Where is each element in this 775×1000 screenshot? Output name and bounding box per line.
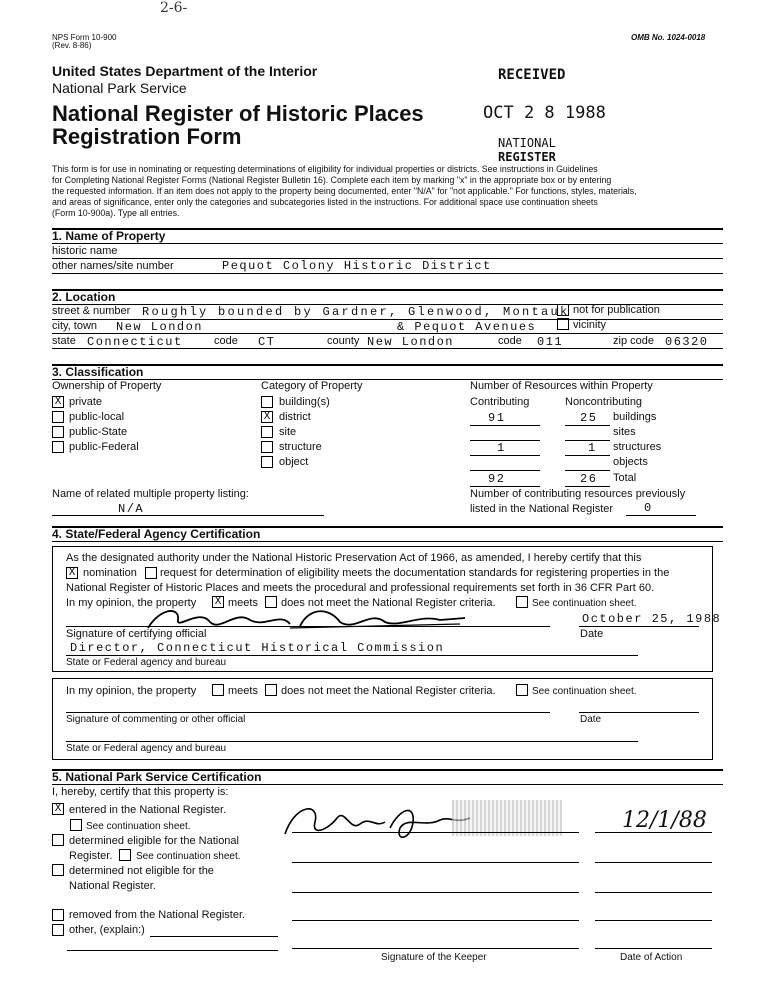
underline [292, 832, 579, 833]
category-building-label: building(s) [279, 396, 330, 408]
meets-label-2: meets [228, 685, 258, 697]
vicinity-label: vicinity [573, 319, 607, 331]
agency-value[interactable]: Director, Connecticut Historical Commission [70, 641, 445, 655]
determined-not-eligible-checkbox[interactable] [52, 864, 64, 876]
underline [470, 470, 540, 471]
continuation-label-2: See continuation sheet. [532, 686, 637, 697]
certification-date[interactable]: October 25, 1988 [582, 612, 722, 626]
county-code-value[interactable]: 011 [537, 335, 564, 349]
underline [66, 626, 550, 627]
eligible-continuation-checkbox[interactable] [119, 849, 131, 861]
county-value[interactable]: New London [367, 335, 455, 349]
ownership-public-federal-checkbox[interactable] [52, 441, 64, 453]
entered-continuation-checkbox[interactable] [70, 819, 82, 831]
instructions [52, 164, 732, 219]
category-object-label: object [279, 456, 309, 468]
section-1-heading: 1. Name of Property [52, 229, 166, 243]
entered-continuation-label: See continuation sheet. [86, 821, 191, 832]
section-5-heading: 5. National Park Service Certification [52, 770, 262, 784]
instructions-line: and areas of significance, enter only the categories and subcategories listed in the instructions. For additional space use continuation sheets [52, 197, 598, 207]
street-value[interactable]: Roughly bounded by Gardner, Glenwood, Montauk [142, 305, 570, 319]
instructions-line: the requested information. If an item does not apply to the property being documented, enter "N/A" for "not applicable." For functions, styles, materials, [52, 186, 637, 196]
service: National Park Service [52, 80, 187, 96]
instructions-line: for Completing National Register Forms (National Register Bulletin 16). Complete each item by marking "x" in the appropriate box or by entering [52, 175, 612, 185]
divider [52, 541, 723, 542]
determined-eligible-checkbox[interactable] [52, 834, 64, 846]
previously-listed-label: Number of contributing resources previously [470, 488, 686, 500]
category-district-label: district [279, 411, 311, 423]
other-label: other, (explain:) [69, 924, 145, 936]
department: United States Department of the Interior [52, 63, 318, 79]
continuation-checkbox[interactable] [516, 596, 528, 608]
commenting-signature-label: Signature of commenting or other official [66, 714, 246, 725]
divider [52, 289, 723, 291]
not-for-publication-label: not for publication [573, 304, 660, 316]
street-label: street & number [52, 305, 131, 317]
opinion-text-2: In my opinion, the property [66, 685, 197, 697]
total-label: Total [613, 472, 637, 484]
resources-label: Number of Resources within Property [470, 380, 653, 392]
stamp-national: NATIONAL [498, 136, 556, 150]
opinion-text: In my opinion, the property [66, 597, 197, 609]
divider [52, 784, 723, 785]
underline [292, 892, 579, 893]
underline [150, 936, 278, 937]
sites-label: sites [613, 426, 636, 438]
removed-label: removed from the National Register. [69, 909, 246, 921]
handwritten-mark: 2-6- [160, 0, 188, 16]
noncontributing-structures[interactable]: 1 [588, 441, 597, 455]
ownership-public-federal-label: public-Federal [69, 441, 139, 453]
state-code-value[interactable]: CT [258, 335, 276, 349]
underline [595, 948, 712, 949]
state-label: state [52, 335, 76, 347]
category-site-checkbox[interactable] [261, 426, 273, 438]
ownership-private-label: private [69, 396, 103, 408]
city-value[interactable]: New London [116, 320, 204, 334]
determined-not-eligible-label-2: National Register. [69, 880, 156, 892]
received-date: OCT 2 8 1988 [483, 103, 606, 123]
ownership-label: Ownership of Property [52, 380, 162, 392]
nomination-checkbox[interactable]: X [66, 567, 78, 579]
stamp-register: REGISTER [498, 150, 556, 164]
state-value[interactable]: Connecticut [87, 335, 183, 349]
removed-checkbox[interactable] [52, 909, 64, 921]
underline [595, 832, 712, 833]
ownership-public-local-label: public-local [69, 411, 125, 423]
ownership-private-checkbox[interactable]: X [52, 396, 64, 408]
date-label: Date [580, 628, 604, 640]
hereby-certify-text: I, hereby, certify that this property is: [52, 786, 229, 798]
underline [470, 455, 540, 456]
category-structure-label: structure [279, 441, 322, 453]
category-label: Category of Property [261, 380, 363, 392]
city-label: city, town [52, 320, 98, 332]
form-title-2: Registration Form [52, 124, 242, 149]
meets-checkbox[interactable]: X [212, 596, 224, 608]
noncontributing-label: Noncontributing [565, 396, 643, 408]
request-checkbox[interactable] [145, 567, 157, 579]
underline [565, 486, 610, 487]
zip-label: zip code [613, 335, 654, 347]
does-not-meet-label: does not meet the National Register criteria. [281, 597, 496, 609]
request-text: request for determination of eligibility meets the documentation standards for registering properties in the [160, 567, 670, 579]
other-names-label: other names/site number [52, 260, 174, 272]
previously-listed-value[interactable]: 0 [644, 501, 653, 515]
determined-eligible-label: determined eligible for the National [69, 835, 239, 847]
category-object-checkbox[interactable] [261, 456, 273, 468]
divider [52, 243, 723, 244]
underline [565, 470, 610, 471]
structures-label: structures [613, 441, 662, 453]
continuation-checkbox-2[interactable] [516, 684, 528, 696]
underline [565, 425, 610, 426]
ownership-public-local-checkbox[interactable] [52, 411, 64, 423]
section-3-heading: 3. Classification [52, 365, 144, 379]
ownership-public-state-label: public-State [69, 426, 128, 438]
county-label: county [327, 335, 360, 347]
vicinity-checkbox[interactable] [557, 318, 569, 330]
does-not-meet-label-2: does not meet the National Register criteria. [281, 685, 496, 697]
objects-label: objects [613, 456, 648, 468]
section-4-heading: 4. State/Federal Agency Certification [52, 527, 261, 541]
category-building-checkbox[interactable] [261, 396, 273, 408]
multiple-listing-value[interactable]: N/A [118, 502, 145, 516]
contributing-label: Contributing [470, 396, 530, 408]
date-label-2: Date [580, 714, 602, 725]
continuation-label: See continuation sheet. [532, 598, 637, 609]
underline [470, 425, 540, 426]
nomination-label: nomination [83, 567, 137, 579]
contributing-total[interactable]: 92 [488, 472, 506, 486]
category-structure-checkbox[interactable] [261, 441, 273, 453]
divider [52, 273, 723, 274]
underline [470, 486, 540, 487]
entered-checkbox[interactable]: X [52, 803, 64, 815]
underline [292, 948, 579, 949]
underline [626, 515, 696, 516]
underline [595, 920, 712, 921]
signature-label: Signature of certifying official [66, 628, 207, 640]
certification-text: As the designated authority under the National Historic Preservation Act of 1966, as amended, I hereby certify that this [66, 552, 642, 564]
ownership-public-state-checkbox[interactable] [52, 426, 64, 438]
zip-value[interactable]: 06320 [665, 335, 709, 349]
underline [579, 712, 699, 713]
determined-eligible-label-2: Register. [69, 850, 113, 862]
contributing-structures[interactable]: 1 [497, 441, 506, 455]
previously-listed-label-2: listed in the National Register [470, 503, 614, 515]
underline [565, 455, 610, 456]
revision: (Rev. 8-86) [52, 41, 92, 50]
received-stamp: RECEIVED [498, 67, 566, 83]
certification-text-3: National Register of Historic Places and meets the procedural and professional requirements set forth in 36 CFR Part 60. [66, 582, 655, 594]
historic-name-label: historic name [52, 245, 118, 257]
underline [595, 862, 712, 863]
divider [52, 364, 723, 366]
instructions-line: (Form 10-900a). Type all entries. [52, 208, 180, 218]
meets-label: meets [228, 597, 258, 609]
other-checkbox[interactable] [52, 924, 64, 936]
noncontributing-buildings[interactable]: 25 [580, 411, 598, 425]
category-district-checkbox[interactable]: X [261, 411, 273, 423]
determined-not-eligible-label: determined not eligible for the [69, 865, 214, 877]
does-not-meet-checkbox-2[interactable] [265, 684, 277, 696]
underline [292, 862, 579, 863]
divider [52, 348, 723, 349]
other-names-value[interactable]: Pequot Colony Historic District [222, 259, 492, 273]
meets-checkbox-2[interactable] [212, 684, 224, 696]
contributing-buildings[interactable]: 91 [488, 411, 506, 425]
underline [67, 950, 278, 951]
noncontributing-total[interactable]: 26 [580, 472, 598, 486]
agency-label-2: State or Federal agency and bureau [66, 743, 227, 754]
divider [52, 333, 723, 334]
form-title-1: National Register of Historic Places [52, 101, 424, 126]
register-stamp [452, 800, 562, 836]
omb-number: OMB No. 1024-0018 [631, 33, 706, 42]
buildings-label: buildings [613, 411, 657, 423]
category-site-label: site [279, 426, 297, 438]
county-code-label: code [498, 335, 522, 347]
entered-label: entered in the National Register. [69, 804, 227, 816]
underline [52, 515, 324, 516]
underline [292, 920, 579, 921]
underline [595, 892, 712, 893]
instructions-line: This form is for use in nominating or requesting determinations of eligibility for individual properties or districts. See instructions in Guidelines [52, 164, 598, 174]
keeper-signature-label: Signature of the Keeper [381, 952, 487, 963]
action-date[interactable]: 12/1/88 [622, 808, 707, 833]
eligible-continuation-label: See continuation sheet. [136, 851, 241, 862]
form-number: NPS Form 10-900 [52, 33, 117, 42]
underline [66, 712, 550, 713]
underline [66, 741, 638, 742]
date-of-action-label: Date of Action [620, 952, 683, 963]
agency-label: State or Federal agency and bureau [66, 657, 227, 668]
underline [66, 655, 638, 656]
not-for-publication-checkbox[interactable] [557, 304, 569, 316]
street-value-continued[interactable]: & Pequot Avenues [397, 320, 537, 334]
state-code-label: code [214, 335, 238, 347]
underline [579, 626, 699, 627]
multiple-listing-label: Name of related multiple property listing: [52, 488, 249, 500]
section-2-heading: 2. Location [52, 290, 116, 304]
